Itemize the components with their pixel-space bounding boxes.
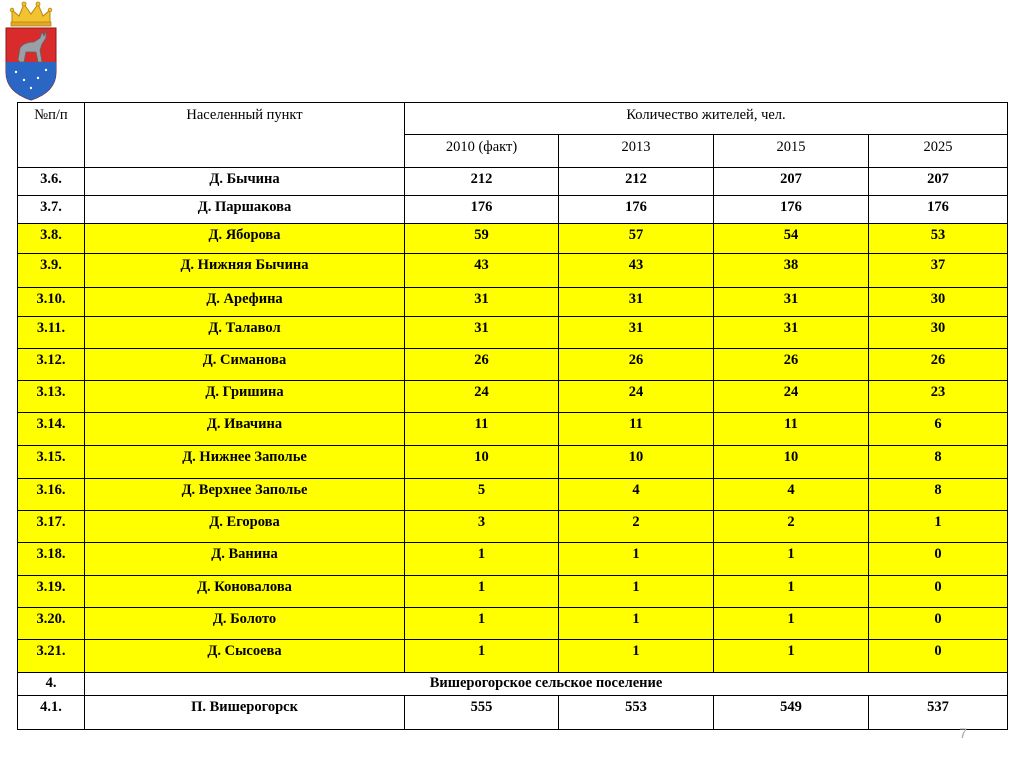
population-value: 537 [869,696,1008,730]
population-value: 38 [714,254,869,288]
table-row [18,446,1008,479]
population-table [17,102,1008,730]
population-value: 10 [405,446,559,479]
table-row [18,576,1008,608]
row-number: 3.10. [18,288,85,317]
row-number: 3.16. [18,479,85,511]
row-number: 3.9. [18,254,85,288]
row-number: 3.8. [18,224,85,254]
row-number: 3.14. [18,413,85,446]
section-number: 4. [18,673,85,696]
row-number: 4.1. [18,696,85,730]
header-year: 2010 (факт) [405,135,559,168]
population-value: 31 [714,288,869,317]
population-value: 4 [559,479,714,511]
population-value: 43 [559,254,714,288]
row-number: 3.6. [18,168,85,196]
population-value: 176 [405,196,559,224]
population-value: 0 [869,608,1008,640]
population-value: 6 [869,413,1008,446]
population-value: 1 [714,640,869,673]
population-value: 30 [869,317,1008,349]
header-year: 2013 [559,135,714,168]
population-value: 30 [869,288,1008,317]
population-value: 24 [559,381,714,413]
population-value: 24 [714,381,869,413]
population-value: 26 [869,349,1008,381]
settlement-name: Д. Коноваловa [85,576,405,608]
population-value: 1 [405,543,559,576]
settlement-name: Д. Нижняя Бычина [85,254,405,288]
row-number: 3.13. [18,381,85,413]
population-value: 1 [405,608,559,640]
table-row [18,543,1008,576]
header-settlement: Населенный пункт [85,103,405,168]
coat-of-arms-icon [2,0,60,102]
settlement-name: Д. Талавол [85,317,405,349]
population-value: 212 [559,168,714,196]
population-value: 26 [714,349,869,381]
population-value: 26 [405,349,559,381]
table-row [18,224,1008,254]
population-value: 24 [405,381,559,413]
population-value: 1 [559,576,714,608]
population-value: 555 [405,696,559,730]
population-value: 5 [405,479,559,511]
settlement-name: Д. Ванина [85,543,405,576]
header-year: 2025 [869,135,1008,168]
settlement-name: Д. Паршакова [85,196,405,224]
population-value: 553 [559,696,714,730]
population-value: 53 [869,224,1008,254]
row-number: 3.12. [18,349,85,381]
population-value: 11 [405,413,559,446]
population-value: 176 [714,196,869,224]
table-row [18,640,1008,673]
population-value: 11 [714,413,869,446]
population-value: 31 [559,288,714,317]
population-value: 1 [714,543,869,576]
population-value: 2 [559,511,714,543]
settlement-name: Д. Гришина [85,381,405,413]
row-number: 3.19. [18,576,85,608]
population-value: 59 [405,224,559,254]
row-number: 3.7. [18,196,85,224]
population-value: 31 [714,317,869,349]
population-value: 10 [559,446,714,479]
settlement-name: Д. Яборова [85,224,405,254]
population-value: 1 [405,576,559,608]
population-value: 10 [714,446,869,479]
population-value: 8 [869,446,1008,479]
row-number: 3.11. [18,317,85,349]
population-value: 37 [869,254,1008,288]
settlement-name: Д. Бычина [85,168,405,196]
population-value: 43 [405,254,559,288]
table-row [18,317,1008,349]
population-value: 0 [869,576,1008,608]
population-value: 1 [559,640,714,673]
header-num: №п/п [18,103,85,168]
population-value: 0 [869,543,1008,576]
population-value: 31 [405,317,559,349]
population-value: 8 [869,479,1008,511]
settlement-name: Д. Арефина [85,288,405,317]
table-row [18,196,1008,224]
population-value: 1 [405,640,559,673]
settlement-name: Д. Ивачина [85,413,405,446]
row-number: 3.18. [18,543,85,576]
settlement-name: Д. Егорова [85,511,405,543]
population-value: 23 [869,381,1008,413]
population-value: 1 [559,543,714,576]
population-value: 1 [869,511,1008,543]
table-row [18,168,1008,196]
population-value: 31 [405,288,559,317]
population-value: 549 [714,696,869,730]
table-row [18,381,1008,413]
population-value: 176 [869,196,1008,224]
settlement-name: Д. Симанова [85,349,405,381]
population-value: 3 [405,511,559,543]
population-value: 54 [714,224,869,254]
population-value: 207 [869,168,1008,196]
row-number: 3.17. [18,511,85,543]
settlement-name: Д. Верхнее Заполье [85,479,405,511]
section-label: Вишерогорское сельское поселение [85,673,1008,696]
table-row [18,413,1008,446]
population-value: 1 [714,608,869,640]
settlement-name: Д. Сысоева [85,640,405,673]
settlement-name: П. Вишерогорск [85,696,405,730]
table-row [18,479,1008,511]
table-row [18,608,1008,640]
population-value: 0 [869,640,1008,673]
page-number: 7 [959,725,967,741]
population-value: 2 [714,511,869,543]
population-value: 4 [714,479,869,511]
population-value: 212 [405,168,559,196]
table-row [18,696,1008,730]
settlement-name: Д. Болото [85,608,405,640]
table-row [18,511,1008,543]
population-value: 26 [559,349,714,381]
row-number: 3.21. [18,640,85,673]
population-value: 1 [714,576,869,608]
header-year: 2015 [714,135,869,168]
population-value: 207 [714,168,869,196]
table-row [18,349,1008,381]
section-row [18,673,1008,696]
population-value: 176 [559,196,714,224]
population-value: 1 [559,608,714,640]
population-value: 11 [559,413,714,446]
population-value: 57 [559,224,714,254]
table-row [18,254,1008,288]
settlement-name: Д. Нижнее Заполье [85,446,405,479]
row-number: 3.20. [18,608,85,640]
header-population: Количество жителей, чел. [405,103,1008,135]
table-row [18,288,1008,317]
population-value: 31 [559,317,714,349]
row-number: 3.15. [18,446,85,479]
